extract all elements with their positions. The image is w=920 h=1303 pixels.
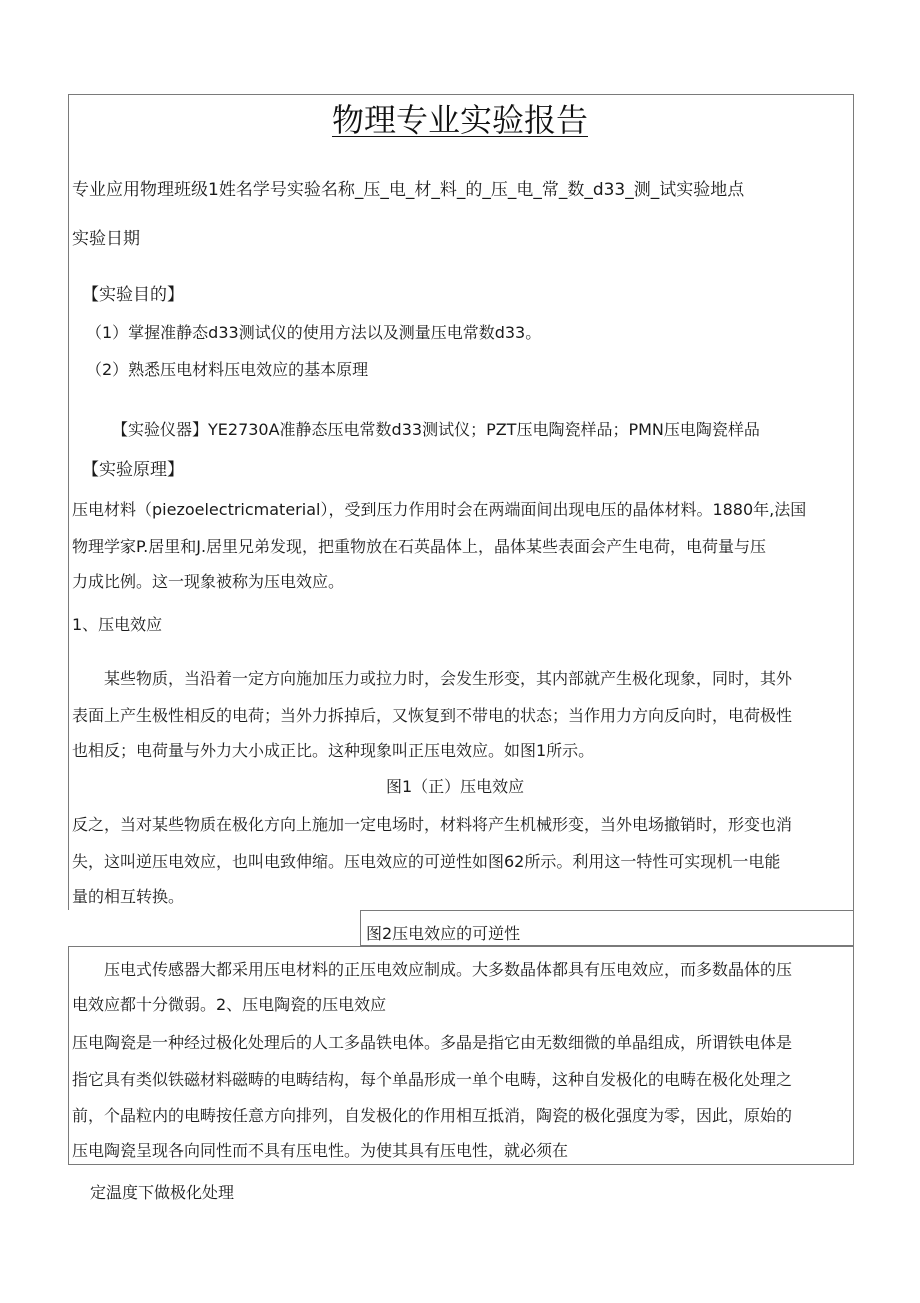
paragraph-line: 表面上产生极性相反的电荷；当外力拆掉后，又恢复到不带电的状态；当作用力方向反向时，电荷极性 xyxy=(72,706,793,725)
purpose-item-1: （1）掌握准静态d33测试仪的使用方法以及测量压电常数d33。 xyxy=(86,323,542,342)
paragraph-line: 指它具有类似铁磁材料磁畴的电畴结构，每个单晶形成一单个电畴，这种自发极化的电畴在极化处理之 xyxy=(72,1070,793,1089)
paragraph-line: 压电陶瓷是一种经过极化处理后的人工多晶铁电体。多晶是指它由无数细微的单晶组成，所谓铁电体是 xyxy=(72,1033,793,1052)
principle-heading: 【实验原理】 xyxy=(82,460,184,480)
paragraph-line: 压电陶瓷呈现各向同性而不具有压电性。为使其具有压电性，就必须在 xyxy=(72,1141,569,1160)
section-heading-1: 1、压电效应 xyxy=(72,615,163,634)
report-info-line: 专业应用物理班级1姓名学号实验名称_压_电_材_料_的_压_电_常_数_d33_测_试实验地点 xyxy=(72,180,745,200)
figure1-caption: 图1（正）压电效应 xyxy=(386,777,525,796)
principle-paragraph-line: 压电材料（piezoelectricmaterial），受到压力作用时会在两端面间出现电压的晶体材料。1880年,法国 xyxy=(72,500,807,519)
trailing-text: 定温度下做极化处理 xyxy=(90,1183,235,1202)
report-title: 物理专业实验报告 xyxy=(331,101,588,139)
paragraph-line: 前，个晶粒内的电畴按任意方向排列，自发极化的作用相互抵消，陶瓷的极化强度为零，因此，原始的 xyxy=(72,1106,793,1125)
purpose-item-2: （2）熟悉压电材料压电效应的基本原理 xyxy=(86,360,369,379)
paragraph-line: 压电式传感器大都采用压电材料的正压电效应制成。大多数晶体都具有压电效应，而多数晶体的压 xyxy=(104,960,793,979)
principle-paragraph-line: 物理学家P.居里和J.居里兄弟发现，把重物放在石英晶体上，晶体某些表面会产生电荷，电荷量与压 xyxy=(72,537,767,556)
paragraph-line: 也相反；电荷量与外力大小成正比。这种现象叫正压电效应。如图1所示。 xyxy=(72,741,595,760)
experiment-date-label: 实验日期 xyxy=(72,229,140,249)
paragraph-line: 反之，当对某些物质在极化方向上施加一定电场时，材料将产生机械形变，当外电场撤销时，形变也消 xyxy=(72,815,793,834)
paragraph-line: 电效应都十分微弱。2、压电陶瓷的压电效应 xyxy=(72,995,387,1014)
principle-paragraph-line: 力成比例。这一现象被称为压电效应。 xyxy=(72,572,345,591)
paragraph-line: 失，这叫逆压电效应，也叫电致伸缩。压电效应的可逆性如图62所示。利用这一特性可实现机一电能 xyxy=(72,852,781,871)
paragraph-line: 某些物质，当沿着一定方向施加压力或拉力时，会发生形变，其内部就产生极化现象，同时，其外 xyxy=(104,669,793,688)
purpose-heading: 【实验目的】 xyxy=(82,285,184,305)
instruments-line: 【实验仪器】YE2730A准静态压电常数d33测试仪；PZT压电陶瓷样品；PMN压电陶瓷样品 xyxy=(112,420,760,439)
paragraph-line: 量的相互转换。 xyxy=(72,887,185,906)
figure2-caption: 图2压电效应的可逆性 xyxy=(366,924,521,943)
